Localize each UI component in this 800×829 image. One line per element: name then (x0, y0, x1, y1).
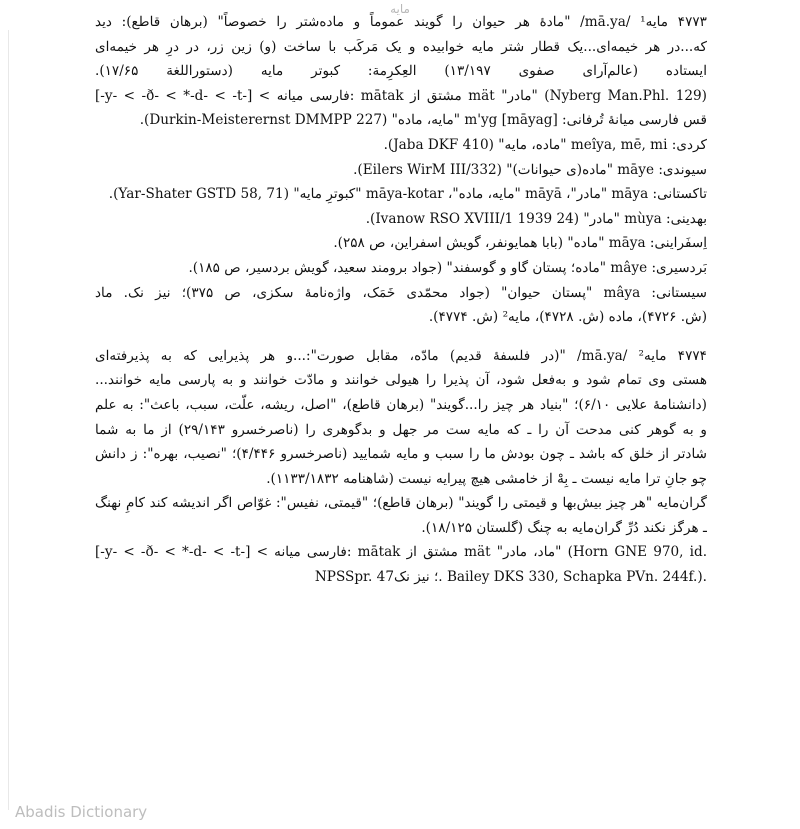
reference-line: NPSSpr. 47؛ نیز نک. Bailey DKS 330, Schapka PVn. 244f.). (314, 569, 707, 586)
entry-line: (دانشنامهٔ علایی ۶/۱۰)؛ "بنیاد هر چیز را...گویند" (برهان قاطع)، "اصل، ریشه، علّت، سبب، باعث": به علم (95, 396, 707, 413)
entry-line: گران‌مایه "هر چیز بیش‌بها و قیمتی را گویند" (برهان قاطع)؛ "قیمتی، نفیس": غوّاص اگر اندیشه کند کامِ نهنگ (95, 495, 707, 512)
entry-4773 (95, 10, 707, 330)
page-edge-line (8, 30, 9, 810)
entry-line: که...در هر خیمه‌ای...یک قطار شتر مایه خوابیده و یک مَرکَب با ساخت (و) زین زر، در درِ هر خیمه‌ای (95, 38, 707, 55)
entry-line: ۴۷۷۳ مایه¹ /mā.ya/ "مادهٔ هر حیوان را گویند عموماً و ماده‌شتر را خصوصاً" (برهان قاطع): دید (95, 14, 707, 30)
cognate-line: کردی: meîya, mē, mi "ماده، مایه" (Jaba DKF 410). (383, 136, 707, 153)
entry-4774 (95, 344, 707, 590)
entry-line: و به گوهر کنی مدحت آن را ـ که مایه ست مر جهل و بدگوهری را (ناصرخسرو ۲۹/۱۴۳) از ما به شما (95, 421, 707, 438)
entry-line: هستی وی تمام شود و به‌فعل شود، آن پذیرا را هیولی خوانند و مادّت خوانند و به پارسی مایه خوانند... (95, 372, 707, 389)
cognate-line: تاکستانی: māya "مادر"، māyā "مایه، ماده"، māya-kotar "کبوترِ مایه" (Yar-Shater GSTD 58, 71). (108, 186, 707, 203)
etymology-line: [-y- < -ð- < *-d- < -t-] < فارسی میانه: mātak مشتق از mät "مادر" (Nyberg Man.Phl. 129) (95, 87, 707, 104)
site-watermark: Abadis Dictionary (15, 803, 148, 821)
cross-reference-line: (ش. ۴۷۲۶)، ماده (ش. ۴۷۲۸)، مایه² (ش. ۴۷۷۴). (428, 309, 707, 326)
entry-line: شادتر از خلق که باشد ـ چون بودش ما را سبب و مایه شمایید (ناصرخسرو ۴/۴۴۶)؛ "نصیب، بهره": ز دانش (95, 446, 707, 463)
cognate-line: سیوندی: māye "ماده(ی حیوانات)" (Eilers WirM III/332). (353, 161, 707, 178)
dictionary-page (95, 10, 707, 590)
entry-line: ۴۷۷۴ مایه² /mā.ya/ "(در فلسفهٔ قدیم) مادّه، مقابل صورت":...و هر پذیرایی که به پذیرفته‌ای (95, 347, 707, 364)
etymology-line: [-y- < -ð- < *-d- < -t-] < فارسی میانه: mātak مشتق از mät "ماد، مادر" (Horn GNE 970, id. (95, 544, 707, 561)
top-watermark: مایه (390, 2, 410, 16)
cognate-line: بَردسیری: mâye "ماده؛ پستان گاو و گوسفند" (جواد برومند سعید، گویش بردسیر، ص ۱۸۵). (188, 259, 707, 276)
entry-line: ایستاده (عالم‌آرای صفوی ۱۳/۱۹۷) العِکرِمة: کبوتر مایه (دستوراللغة ۱۷/۶۵). (95, 63, 707, 80)
entry-line: ـ هرگز نکند دُرِّ گران‌مایه به چنگ (گلستان ۱۸/۱۲۵). (421, 519, 707, 536)
entry-line: چو جانِ ترا مایه نیست ـ بِهْ از خامشی هیچ پیرایه نیست (شاهنامه ۱۱۳۳/۱۸۳۲). (266, 470, 707, 487)
cognate-line: بهدینی: mùya "مادر" (Ivanow RSO XVIII/1 1939 24). (365, 210, 707, 227)
cognate-line: قس فارسی میانهٔ تُرفانی: [māyag] m'yg "مایه، ماده" (Durkin-Meisterernst DMMPP 227). (139, 112, 707, 129)
cognate-line: سیستانی: mâya "پستان حیوان" (جواد محمّدی خَمَک، واژه‌نامهٔ سکزی، ص ۳۷۵)؛ نیز نک. ماد (95, 284, 707, 301)
cognate-line: اِسفَراینی: māya "ماده" (بابا همایونفر، گویش اسفراین، ص ۲۵۸). (333, 235, 707, 252)
